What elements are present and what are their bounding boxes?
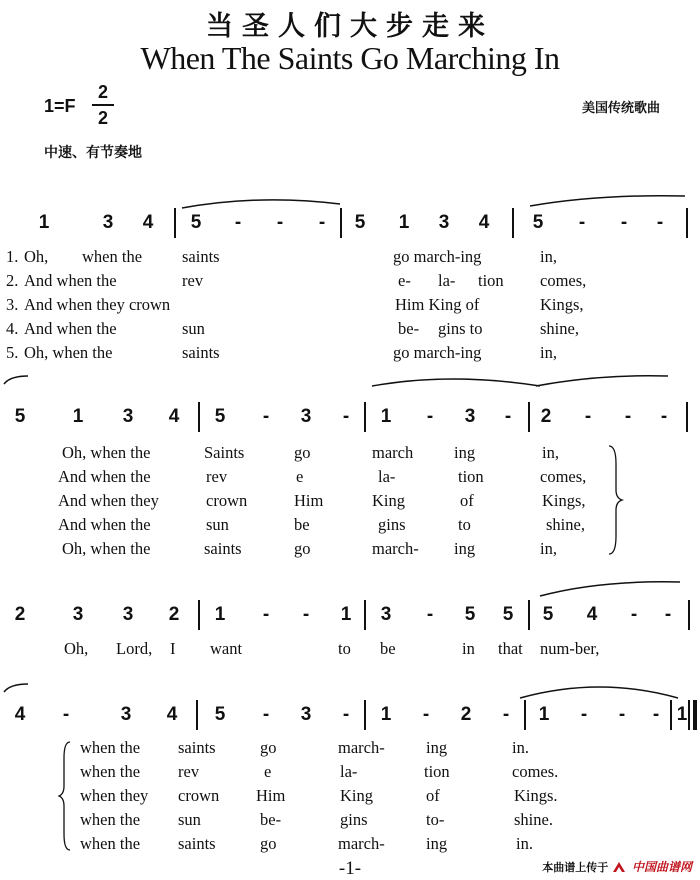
lyric: Him	[256, 786, 286, 805]
lyric: be-	[260, 810, 282, 829]
lyric: Saints	[204, 443, 245, 462]
time-sig-top: 2	[97, 82, 108, 102]
lyric: And when the	[58, 467, 151, 486]
note: 5	[502, 604, 514, 625]
lyric: that	[498, 639, 523, 658]
lyric: when the	[82, 247, 143, 266]
note: 4	[586, 604, 598, 625]
lyric: ing	[426, 738, 448, 757]
note: 3	[120, 704, 132, 725]
dash: -	[620, 212, 628, 233]
lyric: King	[372, 491, 405, 510]
lyric: shine.	[514, 810, 553, 829]
note: 3	[122, 406, 134, 427]
lyric: rev	[206, 467, 228, 486]
verse-number: 4.	[6, 319, 19, 338]
lyric: in,	[542, 443, 559, 462]
dash: -	[504, 406, 512, 427]
lyric: I	[170, 639, 176, 658]
lyric: in,	[540, 247, 557, 266]
barline	[198, 600, 200, 630]
note: 5	[214, 406, 226, 427]
lyric: la-	[340, 762, 358, 781]
lyric: rev	[178, 762, 200, 781]
lyric: march-	[338, 738, 385, 757]
dash: -	[618, 704, 626, 725]
lyric: And when the	[24, 319, 117, 338]
lyric: Him	[294, 491, 324, 510]
lyric: And when they	[58, 491, 159, 510]
lyric: e	[296, 467, 304, 486]
brace	[59, 742, 70, 850]
dash: -	[656, 212, 664, 233]
lyric: gins to	[438, 319, 483, 338]
lyric: Oh, when the	[62, 539, 151, 558]
dash: -	[652, 704, 660, 725]
lyric: in,	[540, 539, 557, 558]
note: 5	[532, 212, 544, 233]
dash: -	[578, 212, 586, 233]
lyric: comes,	[540, 271, 587, 290]
time-signature	[92, 82, 114, 128]
verse-number: 5.	[6, 343, 19, 362]
lyric: in.	[512, 738, 529, 757]
barline	[364, 700, 366, 730]
lyric: Oh, when the	[62, 443, 151, 462]
note: 5	[190, 212, 202, 233]
lyric: in	[462, 639, 475, 658]
lyric: tion	[424, 762, 450, 781]
dash: -	[624, 406, 632, 427]
lyric: go	[294, 539, 311, 558]
title-english: When The Saints Go Marching In	[140, 40, 560, 76]
note: 4	[478, 212, 490, 233]
final-barline	[688, 700, 697, 730]
lyric: go	[260, 834, 277, 853]
lyric: saints	[178, 738, 216, 757]
barline	[512, 208, 514, 238]
lyric: march	[372, 443, 414, 462]
lyric: la-	[378, 467, 396, 486]
note: 5	[214, 704, 226, 725]
dash: -	[580, 704, 588, 725]
dash: -	[302, 604, 310, 625]
barline	[198, 402, 200, 432]
lyric: sun	[206, 515, 229, 534]
lyric: crown	[178, 786, 220, 805]
note: 2	[460, 704, 472, 725]
lyric: go	[294, 443, 311, 462]
dash: -	[584, 406, 592, 427]
verse-brace-line2	[606, 444, 626, 556]
lyric: Him King of	[395, 295, 480, 314]
song-source: 美国传统歌曲	[581, 101, 660, 116]
lyric: Kings,	[540, 295, 584, 314]
barline	[686, 208, 688, 238]
lyric: ing	[426, 834, 448, 853]
lyric: when they	[80, 786, 149, 805]
lyric: comes.	[512, 762, 559, 781]
lyric: be	[294, 515, 310, 534]
lyric: shine,	[540, 319, 579, 338]
lyric: rev	[182, 271, 204, 290]
verse-number: 1.	[6, 247, 19, 266]
lyric: gins	[340, 810, 368, 829]
note: 1	[38, 212, 50, 233]
note: 1	[538, 704, 550, 725]
lyric: sun	[182, 319, 205, 338]
dash: -	[630, 604, 638, 625]
barline	[528, 402, 530, 432]
lyric: saints	[178, 834, 216, 853]
slur	[520, 687, 678, 698]
upload-credit	[542, 858, 692, 875]
verse-brace-line4	[58, 740, 74, 852]
note: 3	[122, 604, 134, 625]
dash: -	[426, 406, 434, 427]
slurs-line1	[180, 194, 700, 214]
lyric: saints	[182, 247, 220, 266]
lyric: saints	[204, 539, 242, 558]
lyric: Lord,	[116, 639, 153, 658]
time-sig-bottom: 2	[97, 108, 108, 128]
lyric: Oh,	[64, 639, 89, 658]
slur	[182, 200, 340, 208]
note: 3	[380, 604, 392, 625]
dash: -	[502, 704, 510, 725]
note: 5	[354, 212, 366, 233]
verse-number: 2.	[6, 271, 19, 290]
dash: -	[262, 704, 270, 725]
barline	[364, 402, 366, 432]
note: 3	[464, 406, 476, 427]
note: 3	[72, 604, 84, 625]
lyric: march-	[338, 834, 385, 853]
slur	[4, 376, 28, 384]
note: 4	[168, 406, 180, 427]
barline	[688, 600, 690, 630]
slur	[536, 376, 668, 386]
note: 3	[438, 212, 450, 233]
lyric: of	[426, 786, 440, 805]
barline	[364, 600, 366, 630]
lyric: go march-ing	[393, 247, 482, 266]
slurs-line2	[0, 372, 700, 402]
tempo-marking: 中速、有节奏地	[44, 145, 142, 161]
site-name: 中国曲谱网	[631, 860, 692, 874]
lyric: tion	[458, 467, 484, 486]
lyric: comes,	[540, 467, 587, 486]
barline	[340, 208, 342, 238]
lyric: And when the	[24, 271, 117, 290]
lyric: when the	[80, 762, 141, 781]
barline	[196, 700, 198, 730]
dash: -	[318, 212, 326, 233]
slur	[530, 196, 685, 206]
site-logo-icon	[612, 861, 626, 873]
note: 5	[464, 604, 476, 625]
lyric: to-	[426, 810, 445, 829]
note: 3	[102, 212, 114, 233]
dash: -	[262, 406, 270, 427]
barline	[524, 700, 526, 730]
lyric: to	[458, 515, 471, 534]
lyric: gins	[378, 515, 406, 534]
lyric: la-	[438, 271, 456, 290]
lyric: saints	[182, 343, 220, 362]
note: 4	[142, 212, 154, 233]
lyric: to	[338, 639, 351, 658]
lyric: e-	[398, 271, 411, 290]
lyric: And when the	[58, 515, 151, 534]
dash: -	[342, 406, 350, 427]
lyric: ing	[454, 443, 476, 462]
lyric: when the	[80, 834, 141, 853]
lyric: go	[260, 738, 277, 757]
barline	[528, 600, 530, 630]
barline	[174, 208, 176, 238]
lyric: tion	[478, 271, 504, 290]
lyric: sun	[178, 810, 201, 829]
note: 5	[542, 604, 554, 625]
note: 1	[380, 704, 392, 725]
lyric: go march-ing	[393, 343, 482, 362]
lyric: King	[340, 786, 373, 805]
note: 4	[14, 704, 26, 725]
dash: -	[422, 704, 430, 725]
lyric: And when they crown	[24, 295, 171, 314]
dash: -	[426, 604, 434, 625]
time-sig-line	[92, 104, 114, 106]
note: 2	[14, 604, 26, 625]
slur	[4, 684, 28, 692]
upload-text: 本曲谱上传于	[542, 861, 609, 874]
slurs-line3	[500, 578, 700, 602]
lyric: be	[380, 639, 396, 658]
note: 4	[166, 704, 178, 725]
barline	[686, 402, 688, 432]
title-chinese: 当圣人们大步走来	[206, 11, 494, 42]
slur	[372, 379, 540, 386]
dash: -	[234, 212, 242, 233]
note: 1	[676, 704, 688, 725]
note: 3	[300, 406, 312, 427]
dash: -	[262, 604, 270, 625]
lyric: when the	[80, 738, 141, 757]
dash: -	[342, 704, 350, 725]
note: 1	[340, 604, 352, 625]
lyric: in,	[540, 343, 557, 362]
lyric: of	[460, 491, 474, 510]
note: 2	[540, 406, 552, 427]
key-signature: 1=F	[44, 96, 76, 116]
lyric: in.	[516, 834, 533, 853]
lyric: Kings.	[514, 786, 558, 805]
barline	[670, 700, 672, 730]
slur	[540, 582, 680, 596]
note: 5	[14, 406, 26, 427]
note: 1	[72, 406, 84, 427]
note: 1	[214, 604, 226, 625]
lyric: ing	[454, 539, 476, 558]
note: 2	[168, 604, 180, 625]
lyric: crown	[206, 491, 248, 510]
lyric: march-	[372, 539, 419, 558]
note: 3	[300, 704, 312, 725]
dash: -	[660, 406, 668, 427]
lyric: e	[264, 762, 272, 781]
lyric: Oh, when the	[24, 343, 113, 362]
lyric: num-ber,	[540, 639, 600, 658]
note: 1	[380, 406, 392, 427]
lyric: be-	[398, 319, 420, 338]
verse-number: 3.	[6, 295, 19, 314]
brace	[609, 446, 622, 554]
page-number: -1-	[338, 858, 362, 879]
dash: -	[664, 604, 672, 625]
lyric: want	[210, 639, 243, 658]
lyric: shine,	[546, 515, 585, 534]
lyric: when the	[80, 810, 141, 829]
note: 1	[398, 212, 410, 233]
lyric: Kings,	[542, 491, 586, 510]
dash: -	[276, 212, 284, 233]
dash: -	[62, 704, 70, 725]
lyric: Oh,	[24, 247, 49, 266]
